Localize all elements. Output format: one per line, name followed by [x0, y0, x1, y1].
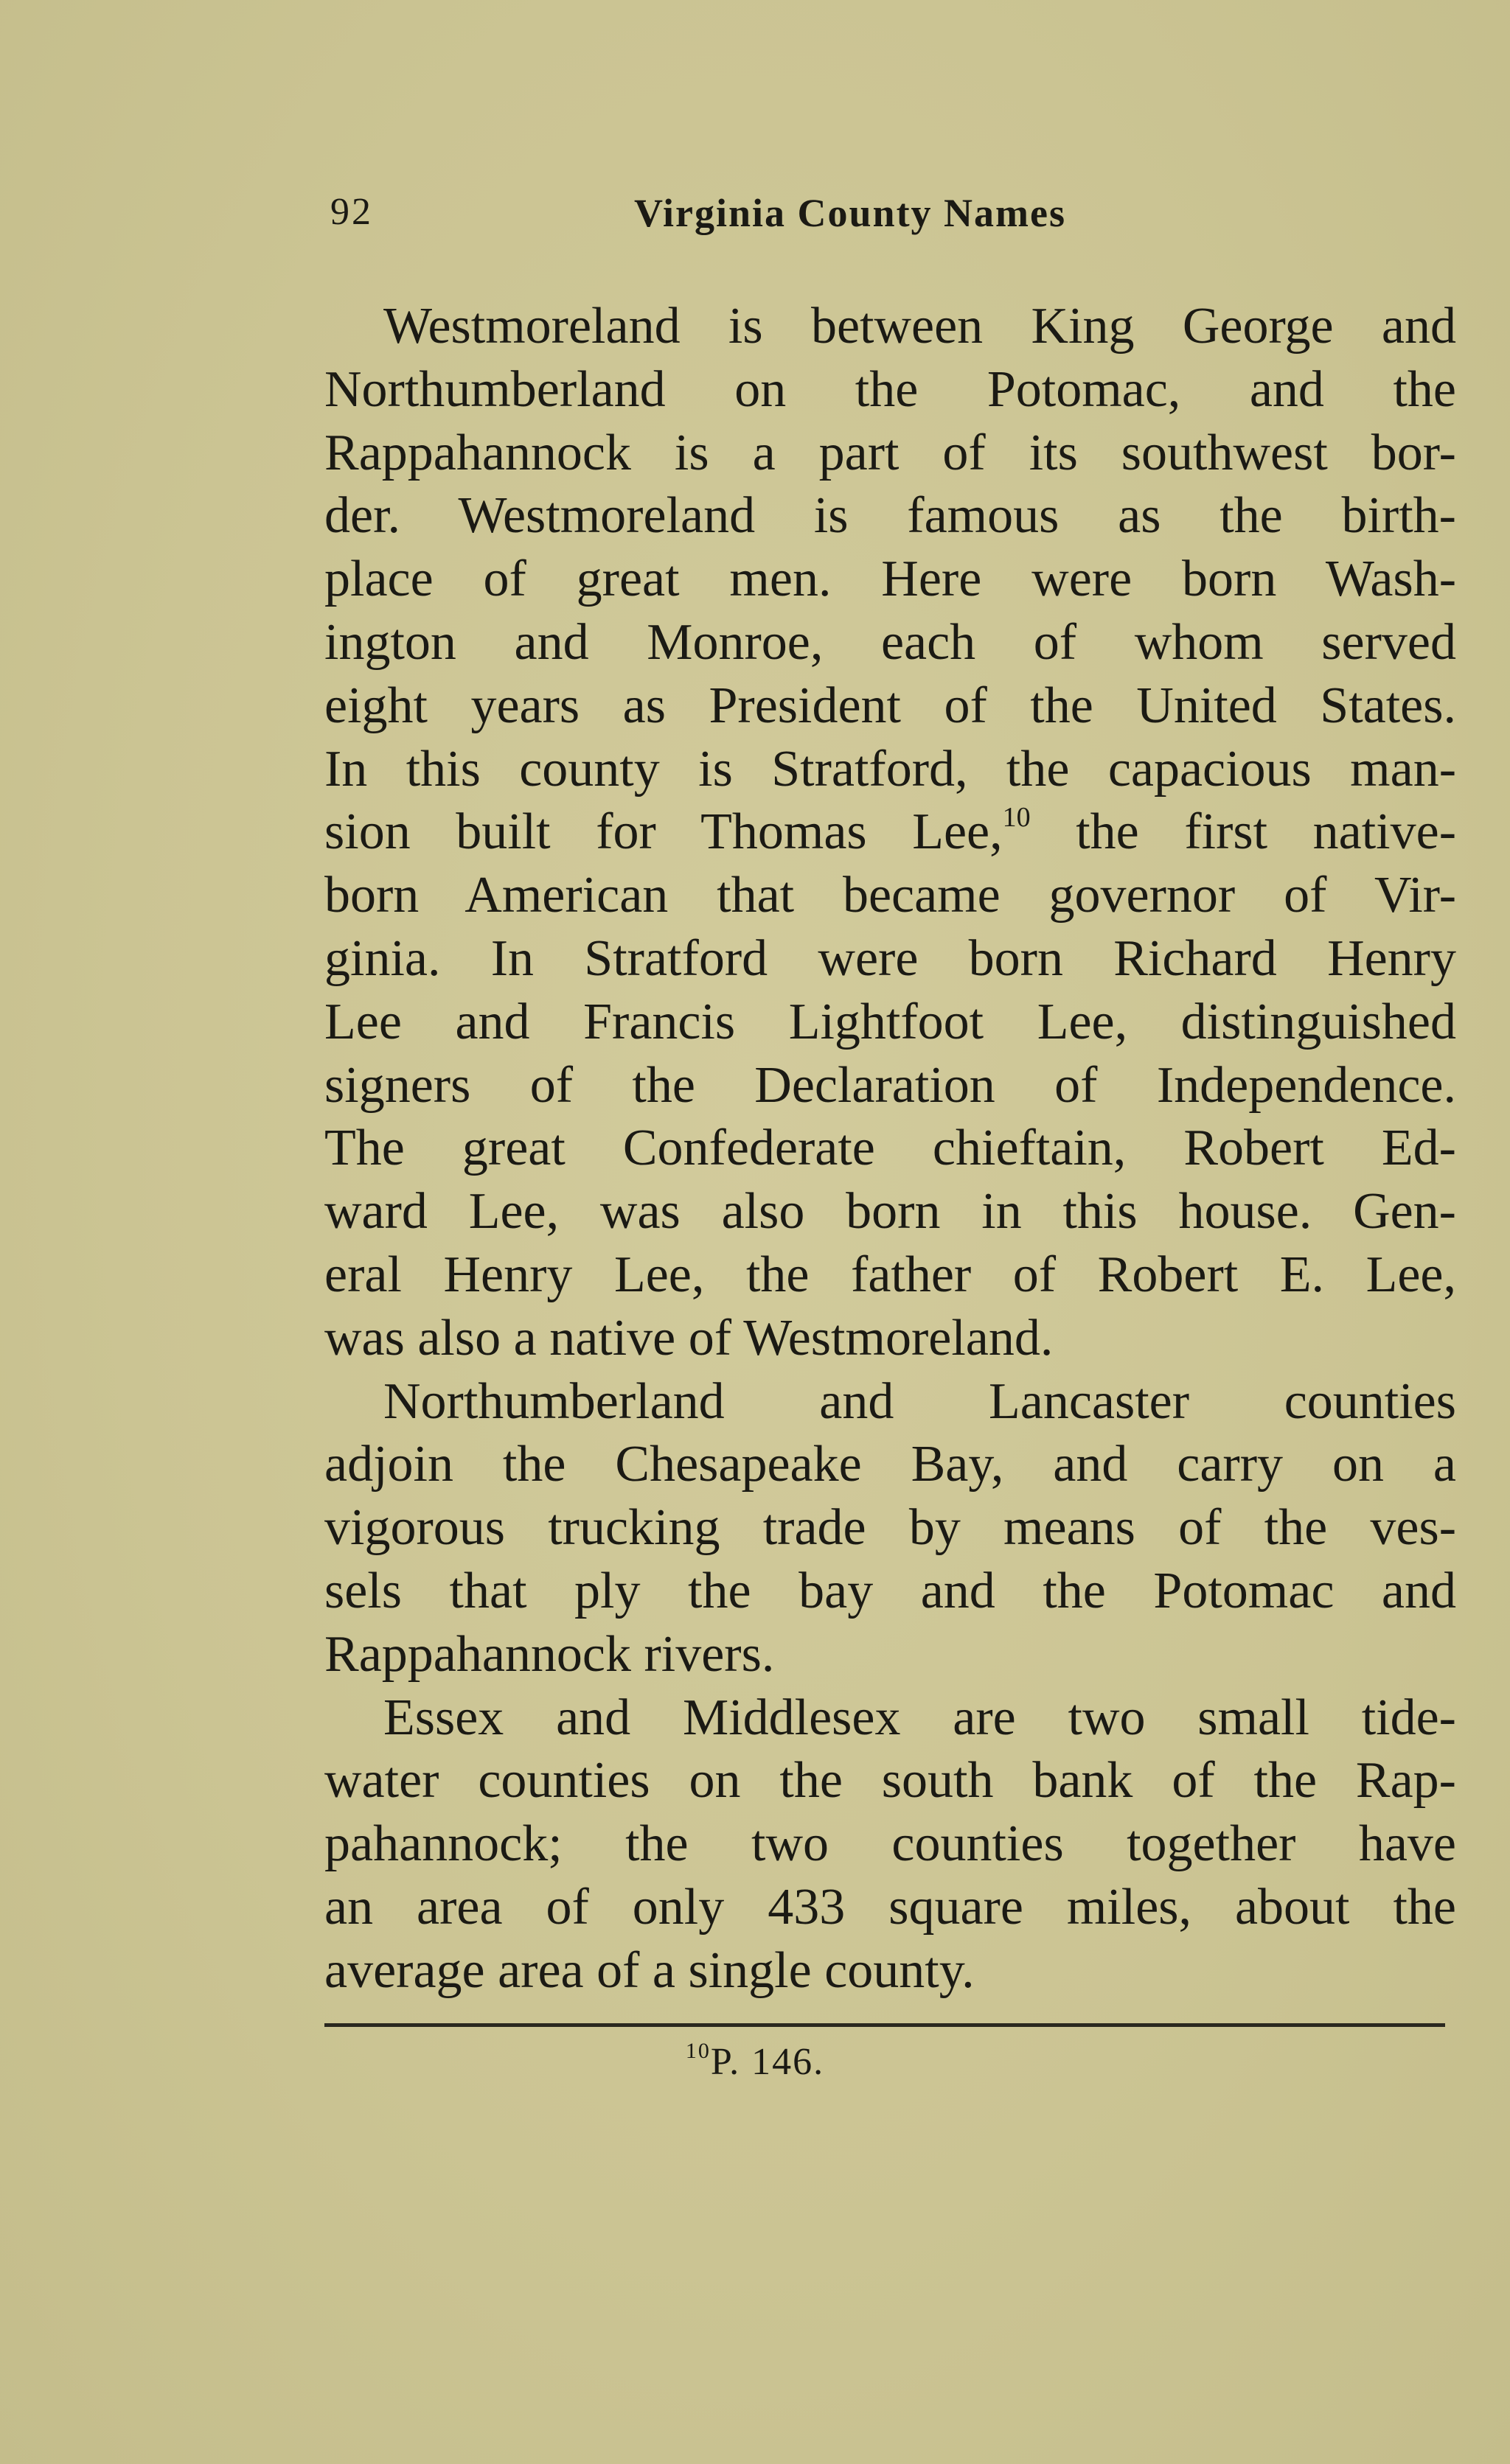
running-title: Virginia County Names [634, 191, 1067, 235]
text-line: Westmoreland is between King George and [383, 298, 1456, 355]
text-line: average area of a single county. [324, 1941, 975, 1999]
text-line: Northumberland and Lancaster counties [383, 1372, 1456, 1430]
text-line: an area of only 433 square miles, about the [324, 1878, 1456, 1936]
text-line: vigorous trucking trade by means of the ves- [324, 1499, 1456, 1557]
text-line: ginia. In Stratford were born Richard Henry [324, 929, 1456, 987]
text-line: place of great men. Here were born Wash- [324, 551, 1456, 608]
text-segment: sion built for Thomas Lee, [324, 803, 1003, 861]
text-line: sels that ply the bay and the Potomac and [324, 1562, 1456, 1619]
text-line: Essex and Middlesex are two small tide- [383, 1689, 1456, 1746]
text-line: adjoin the Chesapeake Bay, and carry on a [324, 1436, 1456, 1493]
page-number: 92 [330, 191, 373, 233]
footnote-marker: 10 [685, 2039, 711, 2063]
text-line: pahannock; the two counties together have [324, 1815, 1456, 1873]
text-line: Rappahannock is a part of its southwest bor- [324, 424, 1456, 481]
text-line: The great Confederate chieftain, Robert Ed- [324, 1120, 1456, 1177]
text-line: ward Lee, was also born in this house. Gen- [324, 1183, 1456, 1240]
text-line: eral Henry Lee, the father of Robert E. Lee, [324, 1246, 1456, 1303]
footnote-divider [324, 2023, 1445, 2027]
text-line: Rappahannock rivers. [324, 1625, 775, 1683]
footnote-text: P. 146. [710, 2041, 825, 2083]
text-line: der. Westmoreland is famous as the birth- [324, 487, 1456, 545]
footnote [0, 2040, 1510, 2084]
text-line: Northumberland on the Potomac, and the [324, 360, 1456, 418]
text-segment: the first native- [1030, 803, 1457, 861]
text-line: ington and Monroe, each of whom served [324, 613, 1456, 671]
text-line-with-footnote-ref [324, 800, 1456, 864]
running-head [324, 190, 1460, 242]
text-line: Lee and Francis Lightfoot Lee, distinguished [324, 993, 1456, 1050]
text-line: water counties on the south bank of the Rap- [324, 1752, 1456, 1809]
text-line: eight years as President of the United States. [324, 677, 1456, 734]
footnote-reference: 10 [1002, 802, 1031, 834]
body-text [324, 295, 1456, 2003]
text-line: signers of the Declaration of Independence. [324, 1056, 1456, 1114]
text-line: was also a native of Westmoreland. [324, 1309, 1054, 1367]
text-line: In this county is Stratford, the capacious man- [324, 740, 1456, 798]
text-line: born American that became governor of Vir- [324, 867, 1456, 924]
